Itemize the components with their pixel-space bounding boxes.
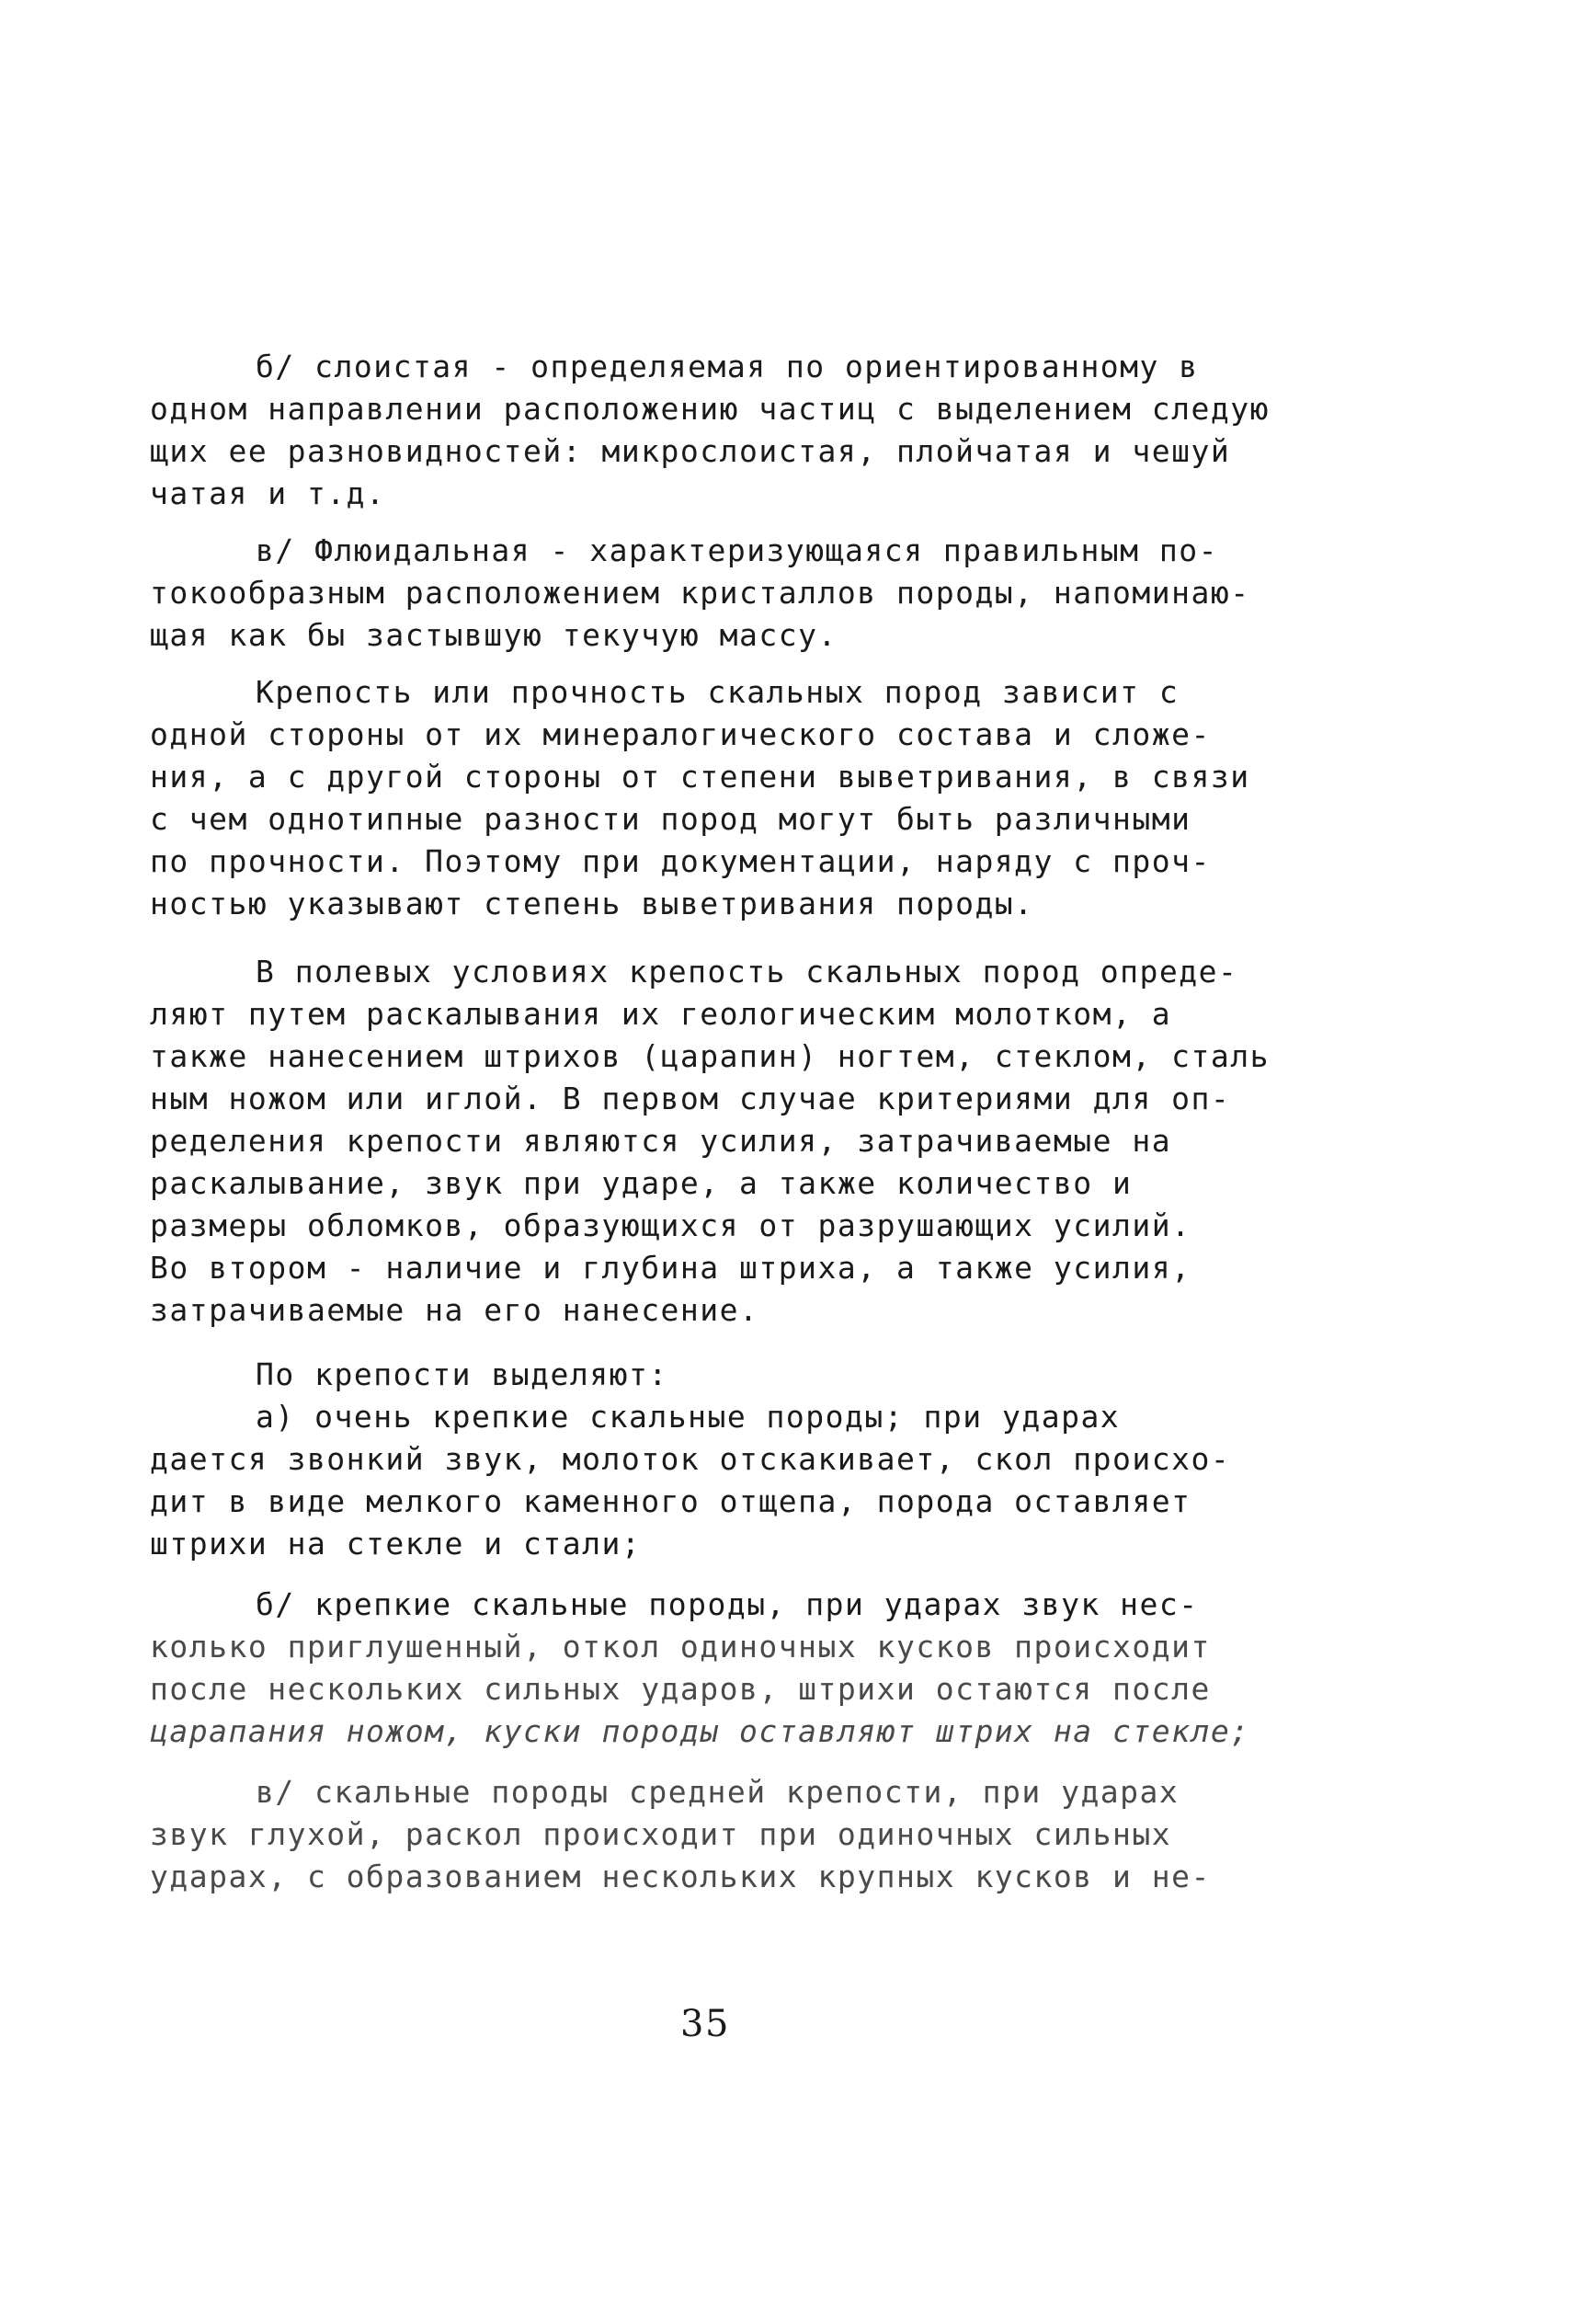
text-line: царапания ножом, куски породы оставляют штрих на стекле; <box>150 1713 1250 1749</box>
text-line: Крепость или прочность скальных пород зависит с <box>256 674 1180 710</box>
text-line: щая как бы застывшую текучую массу. <box>150 617 838 653</box>
text-line: также нанесением штрихов (царапин) ногтем, стеклом, сталь <box>150 1038 1270 1074</box>
text-line: дит в виде мелкого каменного отщепа, порода оставляет <box>150 1483 1191 1519</box>
text-line: по прочности. Поэтому при документации, наряду с проч- <box>150 843 1211 879</box>
text-line: По крепости выделяют: <box>256 1356 668 1392</box>
text-line: б/ крепкие скальные породы, при ударах звук нес- <box>256 1586 1199 1622</box>
text-line: токообразным расположением кристаллов породы, напоминаю- <box>150 575 1250 611</box>
text-line: б/ слоистая - определяемая по ориентированному в <box>256 349 1199 384</box>
text-line: ударах, с образованием нескольких крупных кусков и не- <box>150 1859 1211 1894</box>
text-line: одном направлении расположению частиц с выделением следую <box>150 391 1270 427</box>
text-line: с чем однотипные разности пород могут быть различными <box>150 801 1191 837</box>
text-line: звук глухой, раскол происходит при одиночных сильных <box>150 1816 1172 1852</box>
text-line: Во втором - наличие и глубина штриха, а также усилия, <box>150 1250 1191 1286</box>
text-line: ным ножом или иглой. В первом случае критериями для оп- <box>150 1081 1231 1116</box>
text-line: а) очень крепкие скальные породы; при ударах <box>256 1399 1121 1435</box>
text-line: ляют путем раскалывания их геологическим молотком, а <box>150 996 1172 1032</box>
page-number: 35 <box>680 2003 730 2045</box>
text-line: штрихи на стекле и стали; <box>150 1526 642 1562</box>
text-line: затрачиваемые на его нанесение. <box>150 1292 759 1328</box>
text-line: колько приглушенный, откол одиночных кусков происходит <box>150 1629 1211 1665</box>
text-line: размеры обломков, образующихся от разрушающих усилий. <box>150 1207 1191 1243</box>
text-line: ния, а с другой стороны от степени выветривания, в связи <box>150 759 1250 795</box>
text-line: ностью указывают степень выветривания породы. <box>150 886 1034 921</box>
text-line: дается звонкий звук, молоток отскакивает, скол происхо- <box>150 1441 1231 1477</box>
text-line: после нескольких сильных ударов, штрихи остаются после <box>150 1671 1211 1707</box>
text-line: В полевых условиях крепость скальных пород опреде- <box>256 954 1238 990</box>
text-line: в/ скальные породы средней крепости, при ударах <box>256 1774 1180 1810</box>
text-line: щих ее разновидностей: микрослоистая, плойчатая и чешуй <box>150 433 1231 469</box>
text-line: в/ Флюидальная - характеризующаяся правильным по- <box>256 532 1219 568</box>
text-line: чатая и т.д. <box>150 475 386 511</box>
text-line: ределения крепости являются усилия, затрачиваемые на <box>150 1123 1172 1159</box>
text-line: раскалывание, звук при ударе, а также количество и <box>150 1165 1133 1201</box>
text-line: одной стороны от их минералогического состава и сложе- <box>150 716 1211 752</box>
